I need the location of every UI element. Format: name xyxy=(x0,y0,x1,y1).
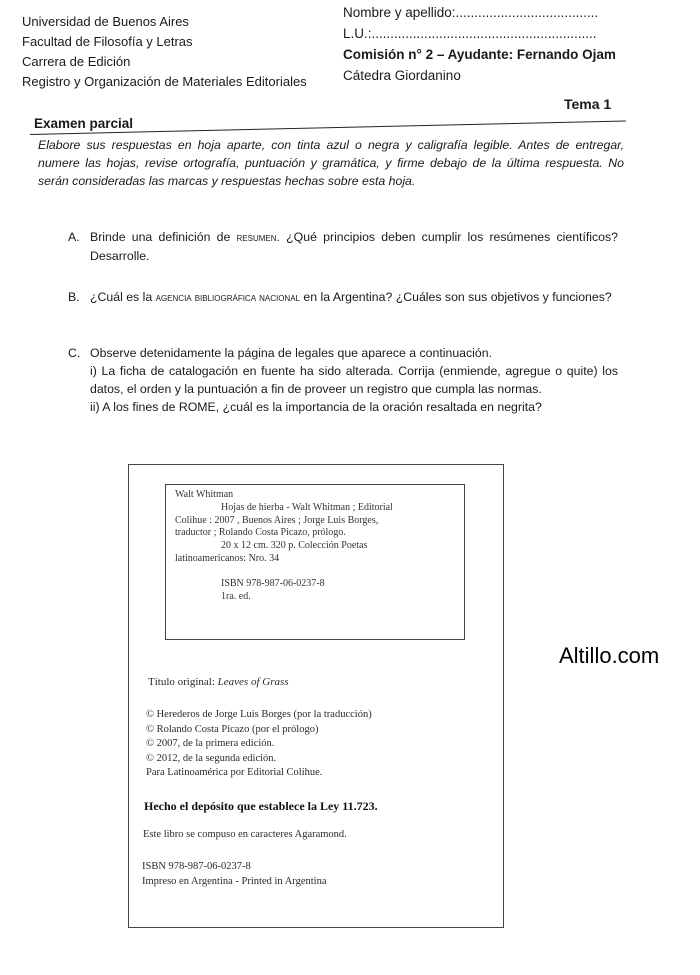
lu-field: L.U.:............................................................ xyxy=(343,26,597,41)
university-name: Universidad de Buenos Aires xyxy=(22,14,189,29)
tema-label: Tema 1 xyxy=(564,96,612,112)
faculty-name: Facultad de Filosofía y Letras xyxy=(22,34,193,49)
name-field: Nombre y apellido:...................................... xyxy=(343,5,599,20)
student-header xyxy=(343,2,616,86)
question-letter: B. xyxy=(68,290,80,304)
question-text xyxy=(90,344,618,416)
question-c-ii: ii) A los fines de ROME, ¿cuál es la importancia de la oración resaltada en negrita? xyxy=(90,400,542,414)
commission-info: Comisión n° 2 – Ayudante: Fernando Ojam xyxy=(343,47,616,62)
copyright-line: © Herederos de Jorge Luis Borges (por la traducción) xyxy=(146,709,372,720)
institution-header xyxy=(22,12,307,92)
ficha-author: Walt Whitman xyxy=(175,489,234,500)
question-letter: C. xyxy=(68,346,81,360)
copyright-block xyxy=(146,708,372,781)
question-a xyxy=(68,228,620,268)
cataloging-record xyxy=(165,484,465,640)
copyright-line: © 2012, de la segunda edición. xyxy=(146,752,277,764)
question-c-i: i) La ficha de catalogación en fuente ha sido alterada. Corrija (enmiende, agregue o quite) los datos, el orden y la puntuación a fin de proveer un registro que cumpla las normas. xyxy=(90,364,618,396)
question-c-intro: Observe detenidamente la página de legales que aparece a continuación. xyxy=(90,346,492,360)
ficha-contributors-line: traductor ; Rolando Costa Picazo, prólogo. xyxy=(175,527,346,539)
ficha-title-line: Hojas de hierba - Walt Whitman ; Editorial xyxy=(221,501,393,513)
watermark: Altillo.com xyxy=(559,643,660,668)
instructions: Elabore sus respuestas en hoja aparte, con tinta azul o negra y caligrafía legible. Antes de entregar, numere las hojas, revise ortografía, puntuación y gramática, y firme debajo de la última respuesta. No serán consideradas las marcas y respuestas hechas sobre esta hoja. xyxy=(38,138,624,188)
term-agencia: agencia bibliográfica nacional xyxy=(155,292,300,304)
printing-block xyxy=(142,860,327,889)
question-b xyxy=(68,288,620,328)
copyright-line: © Rolando Costa Picazo (por el prólogo) xyxy=(146,723,319,735)
course-name: Registro y Organización de Materiales Editoriales xyxy=(22,74,307,89)
career-name: Carrera de Edición xyxy=(22,54,131,69)
term-resumen: resumen xyxy=(236,232,277,244)
ficha-physical-line: 20 x 12 cm. 320 p. Colección Poetas xyxy=(221,540,368,552)
original-title: Título original: Leaves of Grass xyxy=(148,676,289,688)
legal-isbn: ISBN 978-987-06-0237-8 xyxy=(142,861,251,872)
question-c xyxy=(68,344,620,436)
ficha-isbn: ISBN 978-987-06-0237-8 xyxy=(221,577,325,589)
question-text: ¿Cuál es la agencia bibliográfica nacional en la Argentina? ¿Cuáles son sus objetivos y funciones? xyxy=(90,290,612,304)
ficha-series-line: latinoamericanos: Nro. 34 xyxy=(175,552,280,564)
printed-in: Impreso en Argentina - Printed in Argentina xyxy=(142,875,327,887)
catedra-info: Cátedra Giordanino xyxy=(343,68,461,83)
ficha-publisher-line: Colihue : 2007 , Buenos Aires ; Jorge Luis Borges, xyxy=(175,514,379,526)
copyright-line: Para Latinoamérica por Editorial Colihue. xyxy=(146,767,323,778)
exam-title: Examen parcial xyxy=(34,116,134,131)
ficha-edition: 1ra. ed. xyxy=(221,590,251,602)
copyright-line: © 2007, de la primera edición. xyxy=(146,738,275,749)
deposito-legal: Hecho el depósito que establece la Ley 11.723. xyxy=(144,799,378,813)
typeface-note: Este libro se compuso en caracteres Agaramond. xyxy=(143,829,347,840)
question-letter: A. xyxy=(68,230,80,244)
question-text: Brinde una definición de resumen. ¿Qué principios deben cumplir los resúmenes científicos? Desarrolle. xyxy=(90,230,618,263)
